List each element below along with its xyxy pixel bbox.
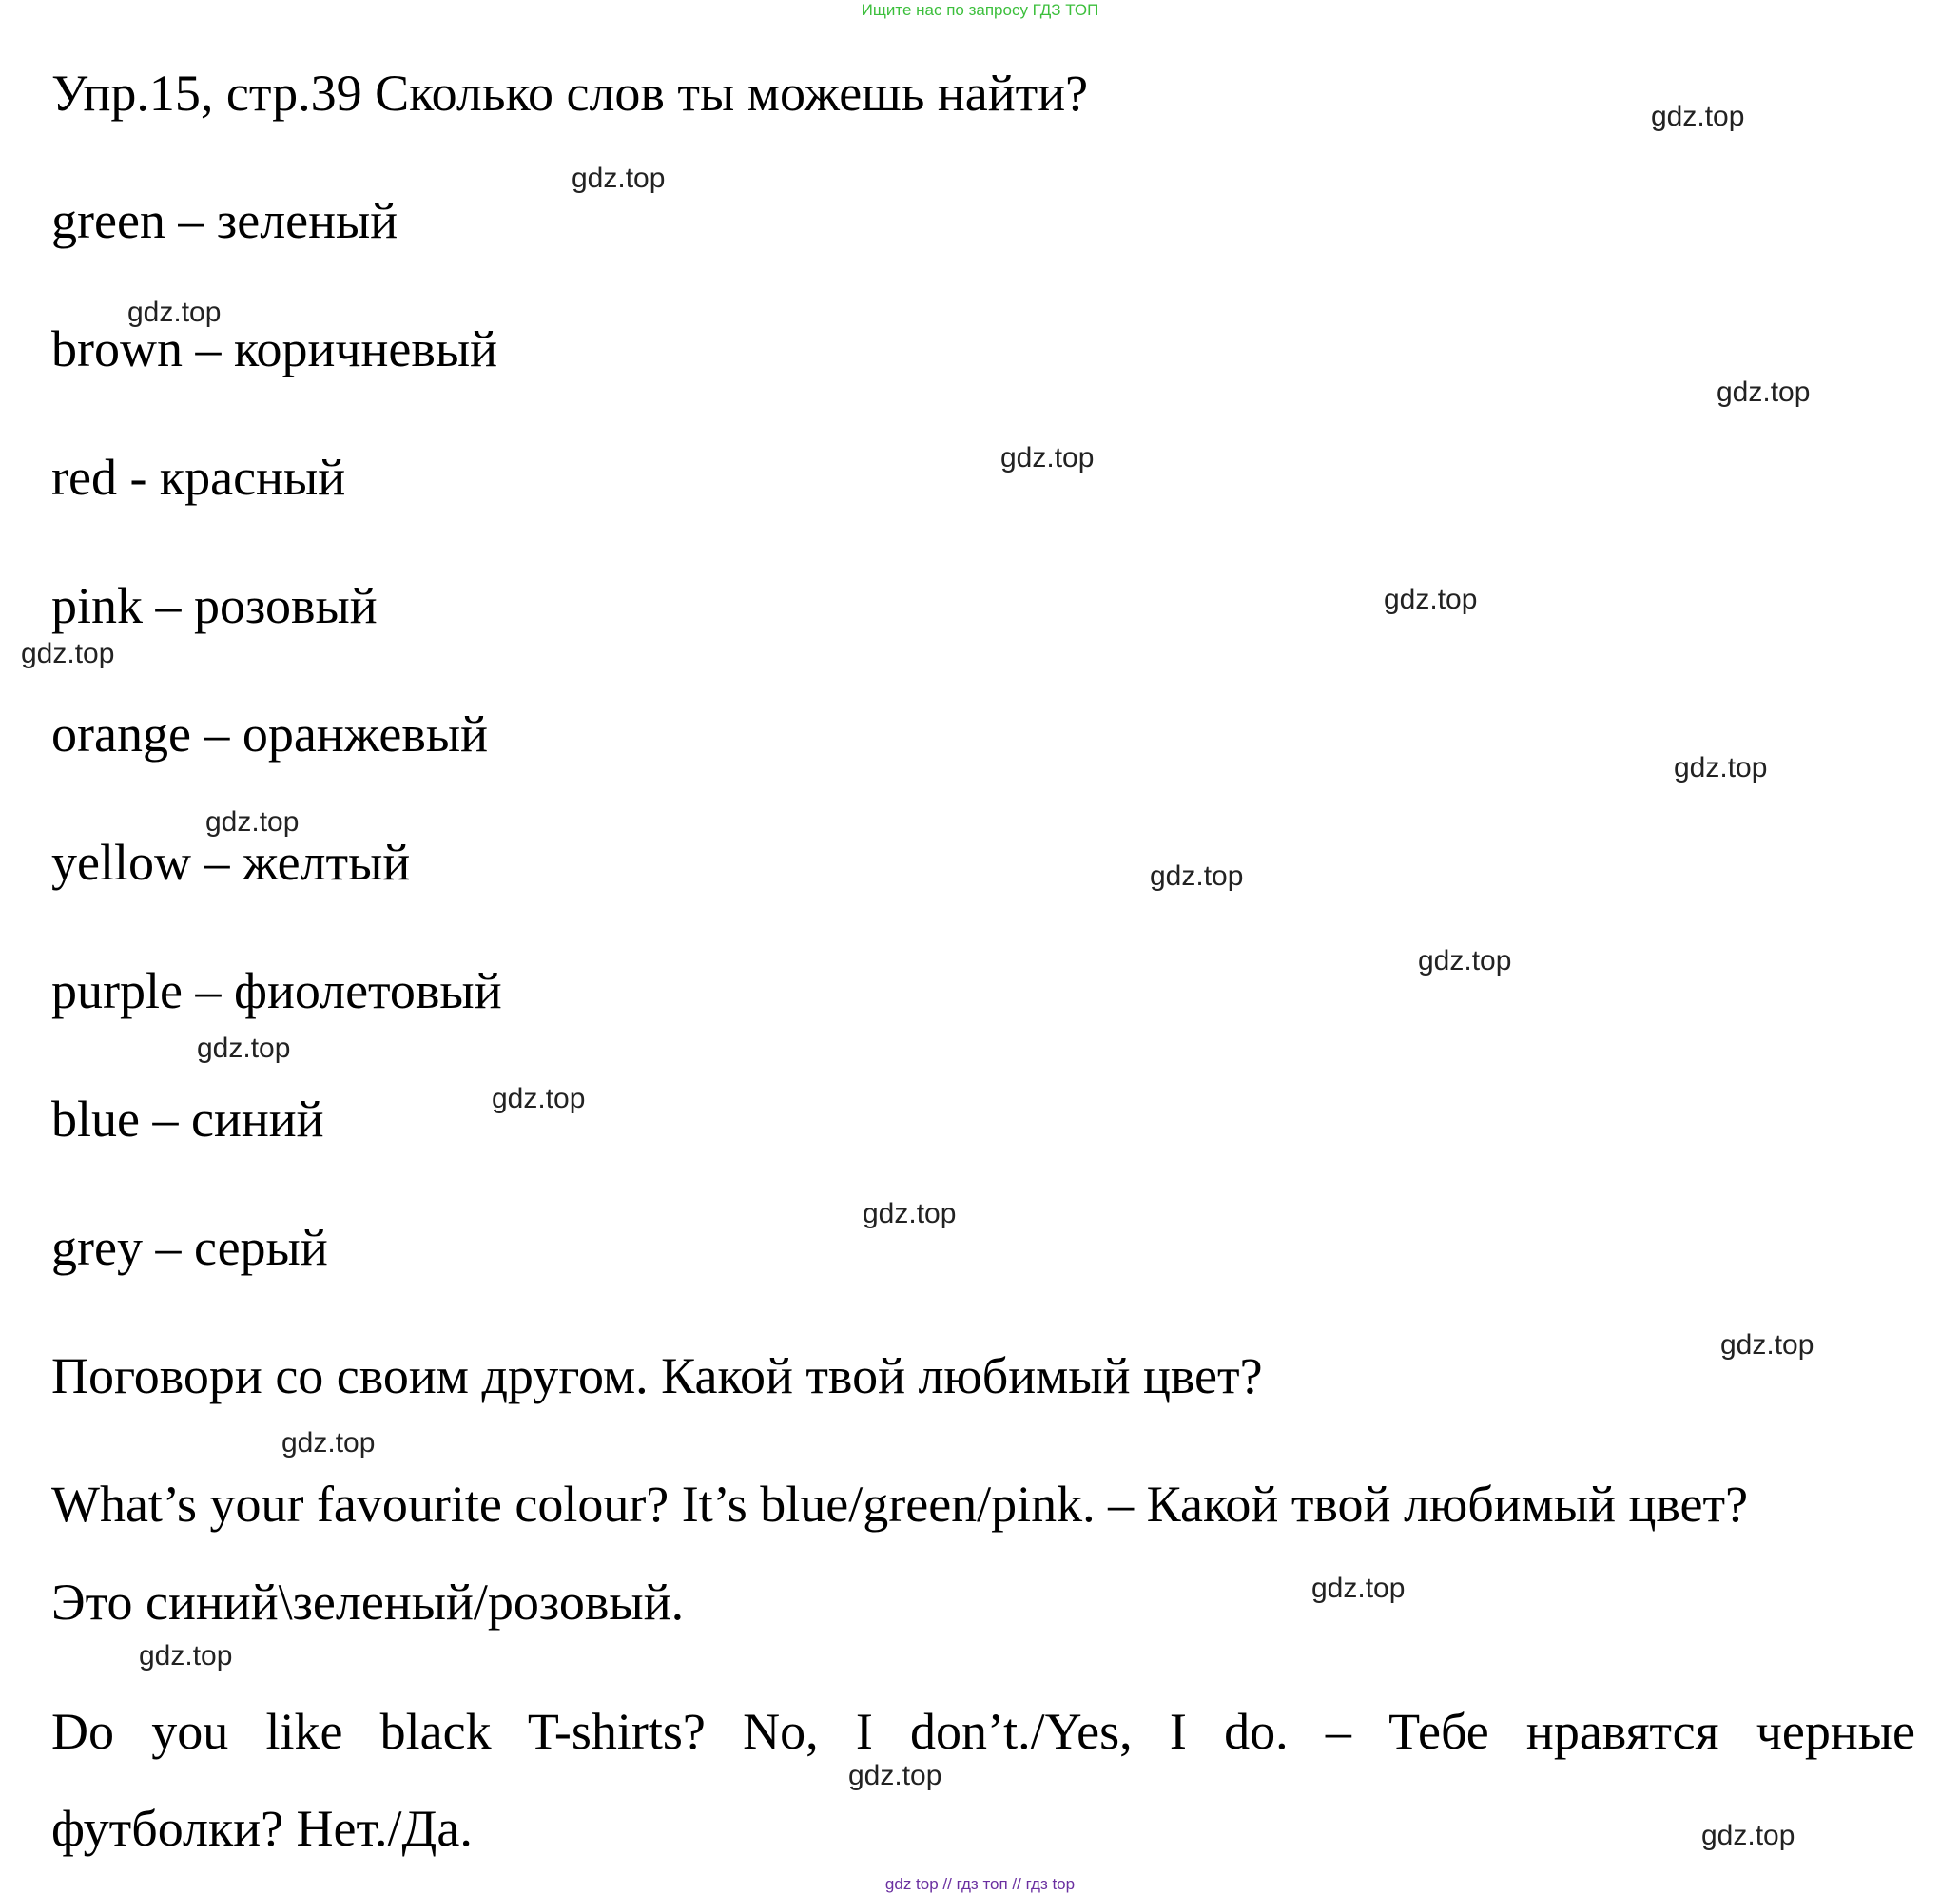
- watermark: gdz.top: [492, 1083, 586, 1114]
- footer-links: gdz top // гдз топ // гдз top: [884, 1875, 1076, 1893]
- watermark: gdz.top: [572, 163, 666, 194]
- watermark: gdz.top: [1311, 1573, 1406, 1604]
- top-banner: Ищите нас по запросу ГДЗ ТОП: [861, 1, 1099, 19]
- word-item-brown: brown – коричневый: [51, 320, 498, 377]
- word-item-grey: grey – серый: [51, 1219, 328, 1276]
- task-text: Поговори со своим другом. Какой твой любимый цвет?: [51, 1347, 1263, 1404]
- word-item-red: red - красный: [51, 449, 346, 506]
- watermark: gdz.top: [1651, 101, 1745, 132]
- watermark: gdz.top: [197, 1033, 291, 1064]
- exercise-title: Упр.15, стр.39 Сколько слов ты можешь найти?: [51, 65, 1089, 122]
- watermark: gdz.top: [1720, 1329, 1814, 1361]
- word-item-pink: pink – розовый: [51, 577, 378, 634]
- word-item-orange: orange – оранжевый: [51, 705, 489, 763]
- watermark: gdz.top: [1418, 945, 1512, 976]
- word-item-green: green – зеленый: [51, 192, 398, 249]
- dialog-line-2: Это синий\зеленый/розовый.: [51, 1574, 685, 1631]
- watermark: gdz.top: [205, 806, 300, 838]
- watermark: gdz.top: [21, 638, 115, 669]
- dialog-line-1: What’s your favourite colour? It’s blue/green/pink. – Какой твой любимый цвет?: [51, 1476, 1749, 1533]
- watermark: gdz.top: [139, 1640, 233, 1672]
- watermark: gdz.top: [863, 1198, 957, 1229]
- watermark: gdz.top: [1717, 377, 1811, 408]
- watermark: gdz.top: [1000, 442, 1095, 474]
- dialog-line-4: футболки? Нет./Да.: [51, 1800, 473, 1857]
- watermark: gdz.top: [1150, 860, 1244, 892]
- watermark: gdz.top: [848, 1760, 942, 1791]
- watermark: gdz.top: [281, 1427, 376, 1459]
- watermark: gdz.top: [127, 297, 222, 328]
- watermark: gdz.top: [1674, 752, 1768, 783]
- dialog-line-3: Do you like black T-shirts? No, I don’t./Yes, I do. – Тебе нравятся черные: [51, 1703, 1915, 1760]
- word-item-blue: blue – синий: [51, 1091, 324, 1148]
- watermark: gdz.top: [1384, 584, 1478, 615]
- word-item-yellow: yellow – желтый: [51, 834, 411, 891]
- watermark: gdz.top: [1701, 1820, 1795, 1851]
- word-item-purple: purple – фиолетовый: [51, 962, 502, 1019]
